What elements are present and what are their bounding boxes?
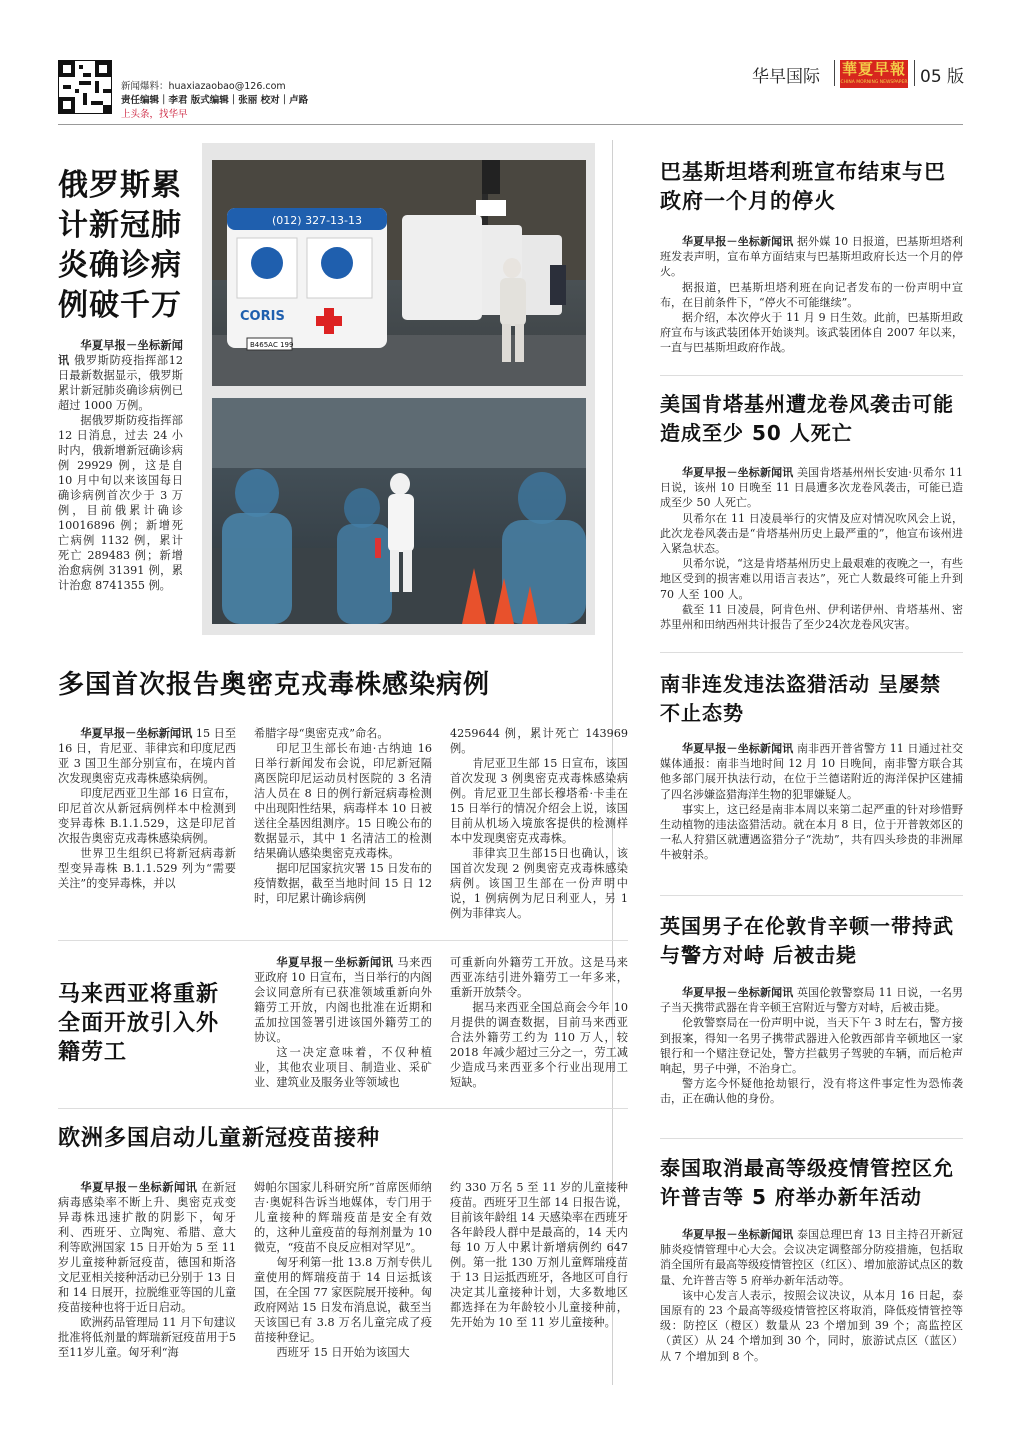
star-of-life-icon xyxy=(251,247,283,279)
qr-code-icon xyxy=(59,61,111,113)
omicron-col-2: 希腊字母“奥密克戎”命名。 印尼卫生部长布迪·古纳迪 16 日举行新闻发布会说，印尼新冠隔离医院印尼运动员村医院的 3 名清洁人员在 8 日的例行新冠病毒检测中出现阳性结果，病毒样本 10 日被送往全基因组测序。15 日晚公布的数据显示，其中 1 名清洁工的检测结果确认感染奥密克戎毒株。 据印尼国家抗灾署 15 日发布的疫情数据，截至当地时间 15 日 12 时，印尼累计确诊病例 xyxy=(254,727,432,905)
europe-col-2: 姆帕尔国家儿科研究所”首席医师纳吉·奥妮科告诉当地媒体，专门用于儿童接种的辉瑞疫苗是安全有效的，这种儿童疫苗的每剂剂量为 10 微克，“疫苗不良反应相对罕见”。 匈牙利第一批 13.8 万剂专供儿童使用的辉瑞疫苗于 14 日运抵该国，在全国 77 家医院展开接种。匈政府网站 15 日发布消息说，截至当天该国已有 3.8 万名儿童完成了疫苗接种登记。 西班牙 15 日开始为该国大 xyxy=(254,1181,432,1359)
london-headline: 英国男子在伦敦肯辛顿一带持武与警方对峙 后被击毙 xyxy=(660,914,954,967)
page-number: 05 版 xyxy=(920,67,965,87)
article-rule xyxy=(660,652,963,653)
ambulance-brand: CORIS xyxy=(240,309,285,324)
russia-headline: 俄罗斯累 计新冠肺 炎确诊病 例破千万 xyxy=(58,168,182,323)
slogan: 上头条，找华早 xyxy=(121,109,188,120)
malaysia-col-1: 华夏早报－坐标新闻讯 马来西亚政府 10 日宣布，当日举行的内阁会议同意所有已获准领域重新向外籍劳工开放，内阁也批准在近期和孟加拉国签署引进该国外籍劳工的协议。 这一决定意味着，不仅种植业，其他农业项目、制造业、采矿业、建筑业及服务业等领域也 xyxy=(254,956,432,1089)
europe-col-1: 华夏早报－坐标新闻讯 在新冠病毒感染率不断上升、奥密克戎变异毒株迅速扩散的阴影下，匈牙利、西班牙、立陶宛、希腊、意大利等欧洲国家 15 日开始为 5 至 11 岁儿童接种新冠疫苗，德国和斯洛文尼亚相关接种活动已分别于 13 日和 14 日展开，拉脱维亚等国的儿童疫苗接种也将于近日启动。 欧洲药品管理局 11 月下旬建议批准将低剂量的辉瑞新冠疫苗用于5至11岁儿童。匈牙利“海 xyxy=(58,1181,236,1359)
pakistan-body: 华夏早报－坐标新闻讯 据外媒 10 日报道，巴基斯坦塔利班发表声明，宣布单方面结束与巴基斯坦政府长达一个月的停火。 据报道，巴基斯坦塔利班在向记者发布的一份声明中宣布，在目前条件下，“停火不可能继续”。 据介绍，本次停火于 11 月 9 日生效。此前，巴基斯坦政府宣布与该武装团体开始谈判。该武装团体自 2007 年以来，一直与巴基斯坦政府作战。 xyxy=(660,235,963,355)
malaysia-col-2: 可重新向外籍劳工开放。这是马来西亚冻结引进外籍劳工一年多来，重新开放禁令。 据马来西亚全国总商会今年 10 月提供的调查数据，目前马来西亚合法外籍劳工约为 110 万人，较 2018 年减少超过三分之一，劳工减少造成马来西亚多个行业出现用工短缺。 xyxy=(450,956,628,1089)
medics-photo xyxy=(212,398,586,624)
south-africa-body: 华夏早报－坐标新闻讯 南非西开普省警方 11 日通过社交媒体通报：南非当地时间 12 月 10 日晚间，南非警方联合其他多部门展开执法行动，在位于兰德诺附近的海洋保护区建捕了四名涉嫌盗猎海洋生物的犯罪嫌疑人。 事实上，这已经是南非本周以来第二起严重的针对珍惜野生动植物的违法盗猎活动。就在本月 8 日，位于开普敦郊区的一私人狩猎区就遭遇盗猎分子“洗劫”，共有四头珍贵的非洲犀牛被射杀。 xyxy=(660,742,963,862)
article-rule xyxy=(660,1138,963,1139)
thailand-body: 华夏早报－坐标新闻讯 泰国总理巴育 13 日主持召开新冠肺炎疫情管理中心大会。会议决定调整部分防疫措施，包括取消全国所有最高等级疫情管控区（红区）、增加旅游试点区的数量、允许普吉等 5 府举办新年活动等。 该中心发言人表示，按照会议决议，从本月 16 日起，泰国原有的 23 个最高等级疫情管控区将取消，降低疫情管控等级：防控区（橙区）数量从 23 个增加到 39 个；高监控区（黄区）从 24 个增加到 30 个，同时，旅游试点区（蓝区）从 7 个增加到 8 个。 xyxy=(660,1228,963,1363)
kentucky-body: 华夏早报－坐标新闻讯 美国肯塔基州州长安迪·贝希尔 11 日说，该州 10 日晚至 11 日晨遭多次龙卷风袭击，可能已造成至少 50 人死亡。 贝希尔在 11 日凌晨举行的灾情及应对情况吹风会上说，此次龙卷风袭击是“肯塔基州历史上最严重的”，他宣布该州进入紧急状态。 贝希尔说，“这是肯塔基州历史上最艰难的夜晚之一，有些地区受到的损害难以用语言表达”，死亡人数最终可能上升到 70 人至 100 人。 截至 11 日凌晨，阿肯色州、伊利诺伊州、肯塔基州、密苏里州和田纳西州共计报告了至少24次龙卷风灾害。 xyxy=(660,466,963,632)
pakistan-headline: 巴基斯坦塔利班宣布结束与巴政府一个月的停火 xyxy=(660,160,946,213)
star-of-life-icon xyxy=(321,247,353,279)
logo-text: 華夏早報 xyxy=(841,60,906,78)
divider xyxy=(914,60,915,86)
russia-body: 华夏早报－坐标新闻讯 俄罗斯防疫指挥部12日最新数据显示，俄罗斯累计新冠肺炎确诊病例已超过 1000 万例。 据俄罗斯防疫指挥部 12 日消息，过去 24 小时内，俄新增新冠确诊病例 29929 例，这是自 10 月中旬以来该国每日确诊病例首次少于 3 万例，目前俄累计确诊 10016896 例；新增死亡病例 1132 例，累计死亡 289483 例；新增治愈病例 31391 例，累计治愈 8741355 例。 xyxy=(58,339,183,592)
kentucky-headline: 美国肯塔基州遭龙卷风袭击可能造成至少 50 人死亡 xyxy=(660,392,954,445)
article-rule xyxy=(58,1108,628,1109)
news-hotline: 新闻爆料：huaxiazaobao@126.com xyxy=(121,81,286,92)
editors-credit: 责任编辑｜李君 版式编辑｜张丽 校对｜卢路 xyxy=(121,95,309,106)
europe-col-3: 约 330 万名 5 至 11 岁的儿童接种疫苗。西班牙卫生部 14 日报告说，目前该年龄组 14 天感染率在西班牙各年龄段人群中是最高的，14 天内每 10 万人中累计新增病例约 647 例。第一批 130 万剂儿童辉瑞疫苗于 13 日运抵西班牙，各地区可自行决定其儿童接种计划，大多数地区都选择在为年龄较小儿童接种前，先开始为 10 至 11 岁儿童接种。 xyxy=(450,1181,628,1329)
qr-code xyxy=(58,60,112,114)
logo-subtext: CHINA MORNING NEWSPAPER xyxy=(840,80,908,85)
section-name: 华早国际 xyxy=(752,67,820,87)
article-rule xyxy=(660,895,963,896)
europe-vaccine-headline: 欧洲多国启动儿童新冠疫苗接种 xyxy=(58,1126,381,1151)
south-africa-headline: 南非连发违法盗猎活动 呈屡禁不止态势 xyxy=(660,672,941,725)
ambulance-photo xyxy=(212,160,586,386)
masthead-rule xyxy=(58,124,963,125)
thailand-headline: 泰国取消最高等级疫情管控区允许普吉等 5 府举办新年活动 xyxy=(660,1156,954,1209)
omicron-headline: 多国首次报告奥密克戎毒株感染病例 xyxy=(58,670,491,700)
article-rule xyxy=(58,940,628,941)
article-rule xyxy=(660,375,963,376)
omicron-col-3: 4259644 例，累计死亡 143969 例。 肯尼亚卫生部 15 日宣布，该国首次发现 3 例奥密克戎毒株感染病例。肯尼亚卫生部长穆塔希·卡圭在 15 日举行的情况介绍会上说，该国目前从机场入境旅客提供的检测样本中发现奥密克戎毒株。 菲律宾卫生部15日也确认，该国首次发现 2 例奥密克戎毒株感染病例。该国卫生部在一份声明中说，1 例病例为尼日利亚人，另 1 例为菲律宾人。 xyxy=(450,727,628,920)
license-plate: В465АС 199 xyxy=(250,341,294,349)
malaysia-headline: 马来西亚将重新 全面开放引入外 籍劳工 xyxy=(58,982,220,1065)
divider xyxy=(834,60,835,86)
newspaper-logo xyxy=(840,60,908,88)
ambulance-number: (012) 327-13-13 xyxy=(272,214,363,227)
london-body: 华夏早报－坐标新闻讯 英国伦敦警察局 11 日说，一名男子当天携带武器在肯辛顿王宫附近与警方对峙，后被击毙。 伦敦警察局在一份声明中说，当天下午 3 时左右，警方接到报案，得知一名男子携带武器进入伦敦西部肯辛顿地区一家银行和一个赌注登记处，警方拦截男子驾驶的车辆，而后枪声响起，男子中弹，不治身亡。 警方迄今怀疑他抢劫银行，没有将这件事定性为恐怖袭击，正在确认他的身份。 xyxy=(660,986,963,1106)
omicron-col-1: 华夏早报－坐标新闻讯 15 日至 16 日，肯尼亚、菲律宾和印度尼西亚 3 国卫生部分别宣布，在境内首次发现奥密克戎毒株感染病例。 印度尼西亚卫生部 16 日宣布，印尼首次从新冠病例样本中检测到变异毒株 B.1.1.529，这是印尼首次报告奥密克戎毒株感染病例。 世界卫生组织已将新冠病毒新型变异毒株 B.1.1.529 列为“需要关注”的变异毒株，并以 xyxy=(58,727,237,890)
red-cross-icon xyxy=(316,316,342,326)
